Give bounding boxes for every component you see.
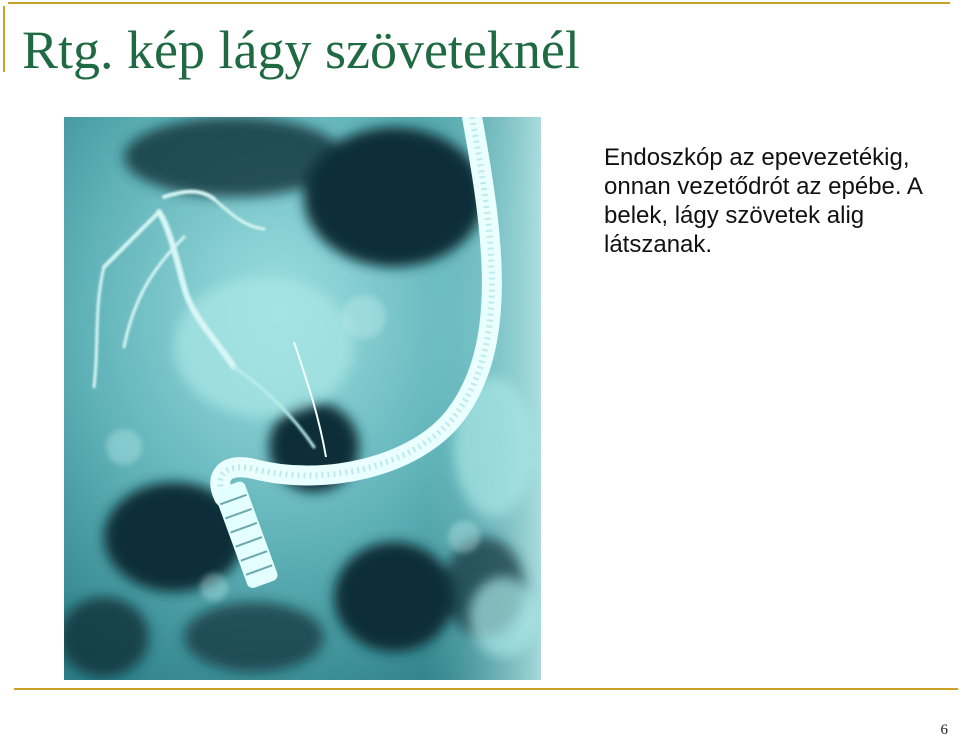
bottom-rule [14, 688, 958, 690]
xray-image [64, 117, 541, 680]
slide-caption: Endoszkóp az epevezetékig, onnan vezetődrót az epébe. A belek, lágy szövetek alig látszanak. [604, 144, 922, 258]
slide-title: Rtg. kép lágy szöveteknél [22, 20, 580, 80]
top-frame-line [8, 2, 950, 4]
page-number: 6 [940, 722, 948, 738]
left-frame-line [3, 6, 5, 72]
